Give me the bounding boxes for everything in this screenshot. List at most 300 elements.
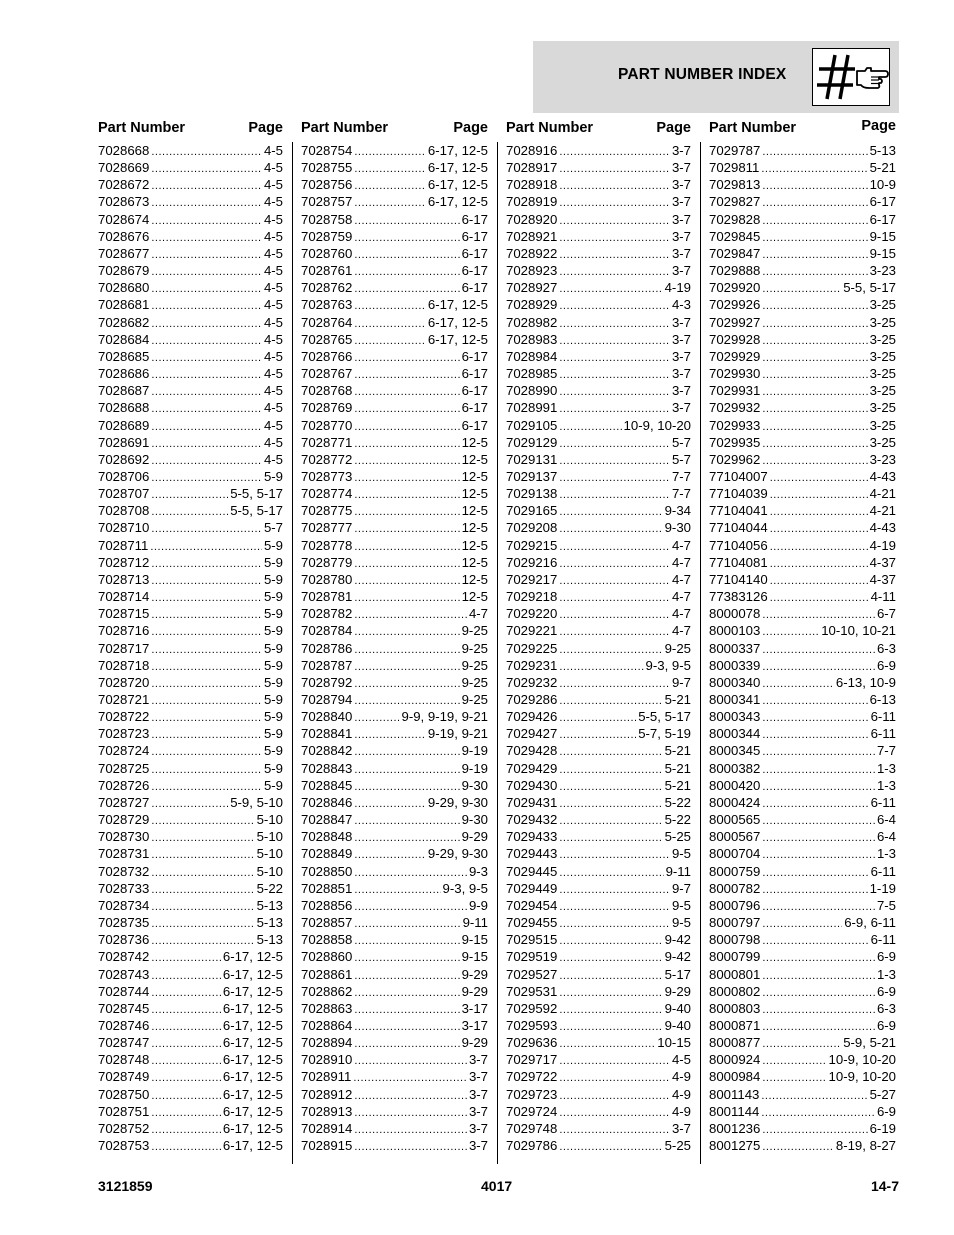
part-number: 8000424 <box>709 794 761 810</box>
part-number: 7028911 <box>301 1069 352 1085</box>
part-number: 7029221 <box>506 623 558 639</box>
part-number: 7028742 <box>98 949 150 965</box>
dot-leader <box>354 300 426 312</box>
part-number: 7028773 <box>301 468 353 484</box>
page-reference: 5-9 <box>263 537 283 553</box>
dot-leader <box>354 935 459 947</box>
page-reference: 9-30 <box>461 777 488 793</box>
part-number: 8000802 <box>709 983 761 999</box>
index-entry <box>709 520 896 537</box>
part-number: 7029519 <box>506 949 558 965</box>
dot-leader <box>151 403 262 415</box>
dot-leader <box>762 403 867 415</box>
index-entry <box>98 1069 283 1086</box>
page-reference: 4-11 <box>870 589 896 605</box>
dot-leader <box>354 712 399 724</box>
index-entry <box>98 418 283 435</box>
page-reference: 3-7 <box>671 400 691 416</box>
part-number: 8000799 <box>709 949 761 965</box>
index-entry <box>506 486 691 503</box>
page-reference: 3-25 <box>869 383 896 399</box>
part-number: 7028848 <box>301 829 353 845</box>
dot-leader <box>559 180 670 192</box>
index-entry <box>301 726 488 743</box>
dot-leader <box>762 678 834 690</box>
index-entry <box>709 846 896 863</box>
dot-leader <box>761 163 867 175</box>
dot-leader <box>770 489 868 501</box>
part-number-header: Part Number <box>301 120 389 136</box>
page-reference: 6-3 <box>876 640 896 656</box>
part-number: 7028771 <box>301 434 353 450</box>
part-number: 7028752 <box>98 1120 150 1136</box>
page-reference: 5-9 <box>263 777 283 793</box>
page-reference: 4-5 <box>263 348 283 364</box>
part-number: 7028864 <box>301 1017 353 1033</box>
part-number: 77383126 <box>709 589 768 605</box>
part-number: 7029215 <box>506 537 558 553</box>
dot-leader <box>559 644 662 656</box>
index-entry <box>301 229 488 246</box>
part-number: 8001143 <box>709 1086 760 1102</box>
dot-leader <box>559 952 662 964</box>
dot-leader <box>762 1072 826 1084</box>
page-reference: 5-21 <box>664 743 691 759</box>
index-entry <box>98 160 283 177</box>
dot-leader <box>559 215 670 227</box>
dot-leader <box>354 592 459 604</box>
dot-leader <box>770 592 869 604</box>
part-number: 7028910 <box>301 1052 353 1068</box>
page-reference: 6-7 <box>876 606 896 622</box>
dot-leader <box>151 318 262 330</box>
dot-leader <box>559 421 621 433</box>
index-entry <box>506 778 691 795</box>
index-entry <box>98 194 283 211</box>
page-reference: 12-5 <box>461 554 488 570</box>
part-number: 7028770 <box>301 417 353 433</box>
dot-leader <box>559 764 662 776</box>
part-number: 7028686 <box>98 366 150 382</box>
dot-leader <box>559 283 662 295</box>
part-number: 7029218 <box>506 589 558 605</box>
part-number: 77104081 <box>709 554 768 570</box>
page-reference: 3-25 <box>869 366 896 382</box>
part-number: 7029455 <box>506 915 558 931</box>
index-entry <box>709 366 896 383</box>
index-entry <box>709 160 896 177</box>
dot-leader <box>151 867 254 879</box>
index-entry <box>709 297 896 314</box>
index-entry <box>301 932 488 949</box>
page-reference: 4-7 <box>671 554 691 570</box>
dot-leader <box>354 970 459 982</box>
page-reference: 9-11 <box>462 915 488 931</box>
page-reference: 4-37 <box>869 571 896 587</box>
index-entry <box>98 984 283 1001</box>
part-number: 7029129 <box>506 434 558 450</box>
index-entry <box>301 949 488 966</box>
dot-leader <box>151 455 262 467</box>
index-entry <box>506 864 691 881</box>
dot-leader <box>151 352 262 364</box>
index-entry <box>301 160 488 177</box>
index-entry <box>709 263 896 280</box>
part-number: 7028765 <box>301 331 353 347</box>
dot-leader <box>559 626 670 638</box>
dot-leader <box>559 867 663 879</box>
page-reference: 5-10 <box>256 812 283 828</box>
part-number: 7029926 <box>709 297 761 313</box>
dot-leader <box>354 318 426 330</box>
index-entry <box>301 297 488 314</box>
index-entry <box>301 812 488 829</box>
part-number: 7029845 <box>709 228 761 244</box>
page-reference: 3-25 <box>869 417 896 433</box>
dot-leader <box>151 283 262 295</box>
part-number: 7028754 <box>301 143 353 158</box>
dot-leader <box>354 1124 467 1136</box>
part-number: 7028727 <box>98 794 150 810</box>
index-entry <box>301 1104 488 1121</box>
part-number: 8000759 <box>709 863 761 879</box>
part-number: 7029717 <box>506 1052 558 1068</box>
column-header <box>506 118 691 140</box>
index-entry <box>301 555 488 572</box>
page-reference: 6-17, 12-5 <box>427 160 488 176</box>
index-entry <box>709 538 896 555</box>
dot-leader <box>151 729 262 741</box>
dot-leader <box>762 746 875 758</box>
index-entry <box>709 778 896 795</box>
page-reference: 4-5 <box>263 400 283 416</box>
dot-leader <box>762 1124 867 1136</box>
dot-leader <box>151 884 254 896</box>
dot-leader <box>354 506 459 518</box>
page-reference: 4-37 <box>869 554 896 570</box>
page-reference: 6-13 <box>869 692 896 707</box>
dot-leader <box>770 575 868 587</box>
index-entry <box>301 589 488 606</box>
dot-leader <box>151 472 262 484</box>
dot-leader <box>559 146 670 158</box>
dot-leader <box>762 266 867 278</box>
index-entry <box>506 898 691 915</box>
index-list <box>709 143 896 1155</box>
part-number: 8000103 <box>709 623 761 639</box>
part-number: 7028863 <box>301 1000 353 1016</box>
page-reference: 1-3 <box>876 966 896 982</box>
part-number: 8000801 <box>709 966 761 982</box>
index-entry <box>709 280 896 297</box>
page-reference: 3-7 <box>468 1069 488 1085</box>
index-entry <box>709 194 896 211</box>
dot-leader <box>354 678 459 690</box>
index-entry <box>506 812 691 829</box>
part-number: 8000382 <box>709 760 761 776</box>
page-reference: 9-9 <box>468 897 488 913</box>
page-reference: 4-7 <box>671 571 691 587</box>
part-number: 7029137 <box>506 468 558 484</box>
part-number: 7029432 <box>506 812 558 828</box>
index-entry <box>709 315 896 332</box>
part-number: 7028744 <box>98 983 150 999</box>
page-reference: 6-17 <box>869 211 896 227</box>
footer-page-number: 14-7 <box>870 1178 899 1194</box>
page-title: PART NUMBER INDEX <box>618 66 787 83</box>
part-number: 7029138 <box>506 486 558 502</box>
index-entry <box>506 1069 691 1086</box>
index-entry <box>709 1087 896 1104</box>
index-entry <box>709 761 896 778</box>
dot-leader <box>354 232 459 244</box>
dot-leader <box>762 1055 826 1067</box>
part-number: 7028717 <box>98 640 150 656</box>
index-entry <box>709 692 896 709</box>
page-reference: 10-9 <box>869 177 896 193</box>
part-number: 7028712 <box>98 554 150 570</box>
part-number: 7028927 <box>506 280 558 296</box>
part-number: 7029220 <box>506 606 558 622</box>
dot-leader <box>762 867 868 879</box>
dot-leader <box>354 421 459 433</box>
dot-leader <box>559 695 662 707</box>
page-reference: 9-11 <box>665 863 691 879</box>
page-reference: 12-5 <box>461 520 488 536</box>
index-entry <box>301 692 488 709</box>
index-entry <box>506 984 691 1001</box>
dot-leader <box>151 798 228 810</box>
page-reference: 6-9 <box>876 949 896 965</box>
index-entry <box>98 743 283 760</box>
part-number: 7028747 <box>98 1035 150 1051</box>
dot-leader <box>559 935 662 947</box>
index-entry <box>98 400 283 417</box>
part-number: 8000803 <box>709 1000 761 1016</box>
dot-leader <box>762 1038 841 1050</box>
page-reference: 6-17, 12-5 <box>222 1103 283 1119</box>
part-number: 7028782 <box>301 606 353 622</box>
part-number: 7028672 <box>98 177 150 193</box>
part-number: 8000797 <box>709 915 761 931</box>
dot-leader <box>354 661 459 673</box>
index-entry <box>98 898 283 915</box>
page-reference: 5-9 <box>263 657 283 673</box>
dot-leader <box>151 506 228 518</box>
part-number: 7028751 <box>98 1103 150 1119</box>
part-number: 7029430 <box>506 777 558 793</box>
part-number: 8000339 <box>709 657 761 673</box>
index-entry <box>506 503 691 520</box>
index-entry <box>709 503 896 520</box>
index-entry <box>709 949 896 966</box>
part-number: 8000341 <box>709 692 761 707</box>
part-number: 7029208 <box>506 520 558 536</box>
part-number: 7028757 <box>301 194 353 210</box>
dot-leader <box>151 592 262 604</box>
index-entry <box>301 1052 488 1069</box>
page-reference: 6-9, 6-11 <box>844 915 896 931</box>
dot-leader <box>151 421 262 433</box>
dot-leader <box>559 318 670 330</box>
page-reference: 6-17 <box>461 383 488 399</box>
part-number: 7029813 <box>709 177 761 193</box>
index-entry <box>709 143 896 160</box>
part-number: 77104056 <box>709 537 768 553</box>
index-entry <box>506 194 691 211</box>
part-number: 7029429 <box>506 760 558 776</box>
part-number: 7029748 <box>506 1120 558 1136</box>
part-number: 7028685 <box>98 348 150 364</box>
index-entry <box>301 452 488 469</box>
index-entry <box>709 881 896 898</box>
dot-leader <box>151 712 262 724</box>
dot-leader <box>762 180 867 192</box>
index-entry <box>301 623 488 640</box>
dot-leader <box>354 386 459 398</box>
dot-leader <box>762 609 875 621</box>
dot-leader <box>762 1141 834 1153</box>
page-reference: 6-17, 12-5 <box>427 331 488 347</box>
part-number: 8000782 <box>709 880 761 896</box>
page-reference: 6-9 <box>876 1103 896 1119</box>
page-reference: 6-11 <box>870 726 896 742</box>
dot-leader <box>151 489 228 501</box>
dot-leader <box>762 386 867 398</box>
index-entry <box>301 383 488 400</box>
index-entry <box>98 812 283 829</box>
dot-leader <box>151 661 262 673</box>
dot-leader <box>762 901 875 913</box>
index-entry <box>506 1104 691 1121</box>
page-reference: 3-7 <box>671 348 691 364</box>
dot-leader <box>151 1038 221 1050</box>
index-entry <box>709 452 896 469</box>
index-entry <box>506 229 691 246</box>
index-entry <box>709 572 896 589</box>
part-number: 7028856 <box>301 897 353 913</box>
dot-leader <box>559 661 643 673</box>
dot-leader <box>354 1090 467 1102</box>
part-number: 8001236 <box>709 1120 761 1136</box>
part-number: 7028734 <box>98 897 150 913</box>
index-entry <box>98 692 283 709</box>
part-number: 7028711 <box>98 537 149 553</box>
index-entry <box>709 1052 896 1069</box>
part-number: 7028777 <box>301 520 353 536</box>
part-number: 7028794 <box>301 692 353 707</box>
index-entry <box>506 761 691 778</box>
page-reference: 3-7 <box>468 1120 488 1136</box>
page-reference: 4-9 <box>671 1086 691 1102</box>
index-entry <box>506 349 691 366</box>
page-reference: 3-7 <box>671 228 691 244</box>
part-number: 7028713 <box>98 571 150 587</box>
part-number: 7029962 <box>709 451 761 467</box>
page-reference: 5-5, 5-17 <box>230 503 283 519</box>
index-entry <box>98 246 283 263</box>
dot-leader <box>354 729 426 741</box>
index-entry <box>301 332 488 349</box>
part-number: 7029593 <box>506 1017 558 1033</box>
page-reference: 6-17, 12-5 <box>222 1086 283 1102</box>
page-header: Page <box>248 120 283 136</box>
part-number: 7029105 <box>506 417 558 433</box>
dot-leader <box>151 918 254 930</box>
dot-leader <box>559 609 670 621</box>
part-number: 7028772 <box>301 451 353 467</box>
part-number: 77104007 <box>709 468 768 484</box>
index-entry <box>506 469 691 486</box>
index-entry <box>98 297 283 314</box>
index-entry <box>506 915 691 932</box>
index-entry <box>709 1069 896 1086</box>
dot-leader <box>559 1021 662 1033</box>
page-reference: 6-17, 12-5 <box>427 143 488 158</box>
dot-leader <box>559 369 670 381</box>
dot-leader <box>762 1004 875 1016</box>
page-reference: 3-7 <box>671 314 691 330</box>
part-number: 7028756 <box>301 177 353 193</box>
dot-leader <box>151 815 254 827</box>
page-reference: 9-30 <box>461 812 488 828</box>
page-reference: 6-11 <box>870 794 896 810</box>
part-number: 8000924 <box>709 1052 761 1068</box>
part-number: 7028778 <box>301 537 353 553</box>
page-reference: 1-3 <box>876 846 896 862</box>
dot-leader <box>151 849 254 861</box>
index-entry <box>98 761 283 778</box>
page-reference: 3-25 <box>869 434 896 450</box>
index-entry <box>709 177 896 194</box>
index-list <box>301 143 488 1155</box>
dot-leader <box>762 215 867 227</box>
dot-leader <box>151 1141 221 1153</box>
dot-leader <box>151 163 262 175</box>
page-reference: 10-9, 10-20 <box>828 1069 896 1085</box>
index-entry <box>506 538 691 555</box>
page-reference: 6-9 <box>876 983 896 999</box>
index-entry <box>506 795 691 812</box>
index-entry <box>506 555 691 572</box>
index-entry <box>709 400 896 417</box>
page-reference: 1-19 <box>869 880 896 896</box>
page-reference: 9-25 <box>461 623 488 639</box>
index-entry <box>301 572 488 589</box>
part-number: 7028684 <box>98 331 150 347</box>
dot-leader <box>762 884 867 896</box>
index-entry <box>98 486 283 503</box>
part-number: 7028721 <box>98 692 150 707</box>
page-reference: 9-7 <box>671 674 691 690</box>
dot-leader <box>151 901 254 913</box>
index-entry <box>98 675 283 692</box>
page-reference: 5-13 <box>256 897 283 913</box>
part-number: 7028769 <box>301 400 353 416</box>
part-number: 7028851 <box>301 880 353 896</box>
page-reference: 4-5 <box>263 434 283 450</box>
part-number: 7028913 <box>301 1103 353 1119</box>
dot-leader <box>559 918 670 930</box>
index-entry <box>301 349 488 366</box>
part-number: 7028762 <box>301 280 353 296</box>
part-number: 7028847 <box>301 812 353 828</box>
part-number: 7029931 <box>709 383 761 399</box>
page-reference: 5-13 <box>869 143 896 158</box>
footer-model: 4017 <box>481 1178 513 1194</box>
index-entry <box>506 263 691 280</box>
page-reference: 5-25 <box>664 829 691 845</box>
